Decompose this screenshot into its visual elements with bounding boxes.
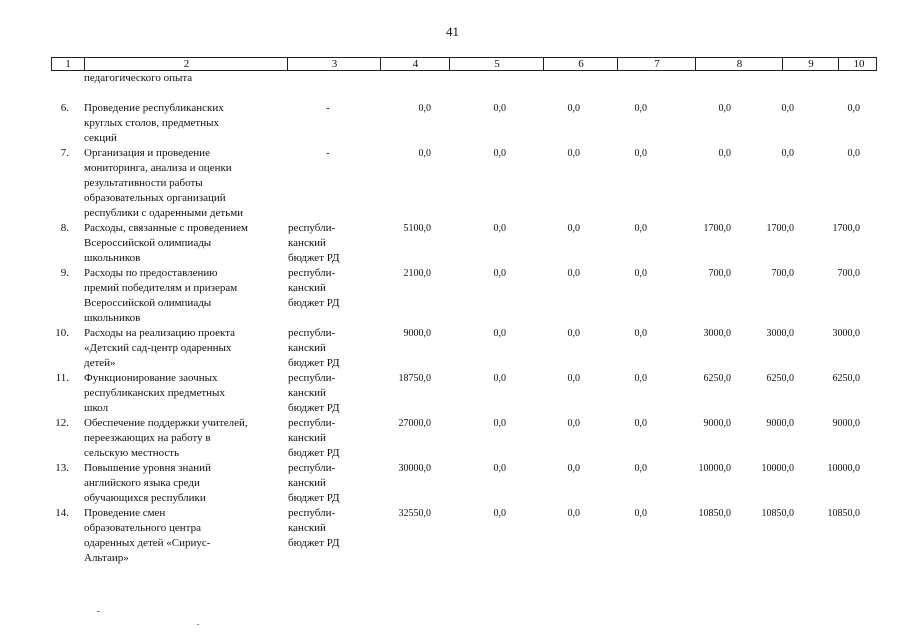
header-col-3: 3 xyxy=(287,58,381,70)
row-value-col-4: 0,0 xyxy=(418,148,431,159)
row-description: Расходы на реализацию проекта «Детский сад-центр одаренных детей» xyxy=(84,327,236,369)
row-value-col-4: 2100,0 xyxy=(403,268,431,279)
row-funding-source: республи- канский бюджет РД xyxy=(288,327,340,369)
header-col-10: 10 xyxy=(838,58,879,70)
row-value-col-5: 0,0 xyxy=(493,418,506,429)
row-value-col-5: 0,0 xyxy=(493,508,506,519)
row-value-col-8: 0,0 xyxy=(718,103,731,114)
row-value-col-4: 5100,0 xyxy=(403,223,431,234)
row-value-col-6: 0,0 xyxy=(567,373,580,384)
row-number: 7. xyxy=(60,147,69,159)
row-number: 10. xyxy=(55,327,69,339)
row-value-col-9: 10000,0 xyxy=(761,463,794,474)
row-description: Функционирование заочных республиканских предметных школ xyxy=(84,372,225,414)
row-value-col-9: 700,0 xyxy=(771,268,794,279)
row-value-col-8: 6250,0 xyxy=(703,373,731,384)
row-value-col-6: 0,0 xyxy=(567,268,580,279)
page-number: 41 xyxy=(446,24,459,39)
row-funding-source: республи- канский бюджет РД xyxy=(288,507,340,549)
row-value-col-6: 0,0 xyxy=(567,508,580,519)
row-value-col-5: 0,0 xyxy=(493,148,506,159)
row-description: Расходы, связанные с проведением Всероссийской олимпиады школьников xyxy=(84,222,248,264)
row-value-col-10: 1700,0 xyxy=(832,223,860,234)
header-col-5: 5 xyxy=(449,58,544,70)
row-value-col-9: 0,0 xyxy=(781,103,794,114)
row-value-col-10: 10850,0 xyxy=(827,508,860,519)
row-value-col-5: 0,0 xyxy=(493,328,506,339)
row-value-col-7: 0,0 xyxy=(634,103,647,114)
row-value-col-5: 0,0 xyxy=(493,268,506,279)
row-value-col-9: 3000,0 xyxy=(766,328,794,339)
row-value-col-10: 700,0 xyxy=(837,268,860,279)
row-value-col-8: 9000,0 xyxy=(703,418,731,429)
row-value-col-8: 700,0 xyxy=(708,268,731,279)
row-value-col-7: 0,0 xyxy=(634,463,647,474)
row-value-col-10: 9000,0 xyxy=(832,418,860,429)
scan-speck xyxy=(197,624,199,625)
continuation-text: педагогического опыта xyxy=(84,72,193,84)
row-value-col-5: 0,0 xyxy=(493,223,506,234)
row-description: Организация и проведение мониторинга, анализа и оценки результативности работы образовательных организаций республики с одаренными детьми xyxy=(84,147,244,219)
row-funding-source: - xyxy=(326,147,330,159)
header-col-1: 1 xyxy=(65,58,71,70)
row-description: Проведение смен образовательного центра одаренных детей «Сириус- Альтаир» xyxy=(84,507,211,564)
row-value-col-6: 0,0 xyxy=(567,223,580,234)
row-funding-source: республи- канский бюджет РД xyxy=(288,267,340,309)
row-value-col-9: 6250,0 xyxy=(766,373,794,384)
row-value-col-8: 3000,0 xyxy=(703,328,731,339)
row-value-col-5: 0,0 xyxy=(493,463,506,474)
row-value-col-7: 0,0 xyxy=(634,268,647,279)
row-value-col-10: 0,0 xyxy=(847,103,860,114)
row-description: Расходы по предоставлению премий победителям и призерам Всероссийской олимпиады школьников xyxy=(84,267,238,324)
header-col-8: 8 xyxy=(695,58,783,70)
row-value-col-8: 1700,0 xyxy=(703,223,731,234)
row-value-col-9: 10850,0 xyxy=(761,508,794,519)
table-header-row xyxy=(51,57,877,71)
row-number: 11. xyxy=(55,372,69,384)
header-col-4: 4 xyxy=(380,58,450,70)
row-number: 8. xyxy=(60,222,69,234)
row-description: Обеспечение поддержки учителей, переезжающих на работу в сельскую местность xyxy=(84,417,248,459)
row-funding-source: республи- канский бюджет РД xyxy=(288,417,340,459)
header-col-2: 2 xyxy=(84,58,288,70)
row-funding-source: республи- канский бюджет РД xyxy=(288,222,340,264)
row-value-col-6: 0,0 xyxy=(567,418,580,429)
row-value-col-7: 0,0 xyxy=(634,328,647,339)
row-value-col-7: 0,0 xyxy=(634,418,647,429)
row-description: Повышение уровня знаний английского языка среди обучающихся республики xyxy=(84,462,211,504)
row-value-col-4: 9000,0 xyxy=(403,328,431,339)
row-value-col-5: 0,0 xyxy=(493,103,506,114)
row-funding-source: республи- канский бюджет РД xyxy=(288,462,340,504)
row-value-col-8: 10850,0 xyxy=(698,508,731,519)
row-value-col-6: 0,0 xyxy=(567,463,580,474)
row-value-col-5: 0,0 xyxy=(493,373,506,384)
row-value-col-6: 0,0 xyxy=(567,103,580,114)
header-col-9: 9 xyxy=(782,58,839,70)
row-value-col-10: 6250,0 xyxy=(832,373,860,384)
row-value-col-10: 3000,0 xyxy=(832,328,860,339)
row-value-col-9: 9000,0 xyxy=(766,418,794,429)
row-value-col-6: 0,0 xyxy=(567,328,580,339)
row-value-col-8: 10000,0 xyxy=(698,463,731,474)
row-number: 14. xyxy=(55,507,69,519)
row-value-col-7: 0,0 xyxy=(634,223,647,234)
row-number: 13. xyxy=(55,462,69,474)
row-value-col-10: 10000,0 xyxy=(827,463,860,474)
row-value-col-7: 0,0 xyxy=(634,508,647,519)
row-funding-source: республи- канский бюджет РД xyxy=(288,372,340,414)
header-col-7: 7 xyxy=(617,58,696,70)
row-value-col-8: 0,0 xyxy=(718,148,731,159)
row-value-col-4: 27000,0 xyxy=(398,418,431,429)
row-number: 9. xyxy=(60,267,69,279)
row-value-col-9: 1700,0 xyxy=(766,223,794,234)
row-description: Проведение республиканских круглых столов, предметных секций xyxy=(84,102,224,144)
scan-speck xyxy=(97,611,100,612)
row-value-col-9: 0,0 xyxy=(781,148,794,159)
row-value-col-6: 0,0 xyxy=(567,148,580,159)
row-number: 6. xyxy=(60,102,69,114)
row-number: 12. xyxy=(55,417,69,429)
row-value-col-7: 0,0 xyxy=(634,373,647,384)
row-value-col-10: 0,0 xyxy=(847,148,860,159)
row-value-col-4: 30000,0 xyxy=(398,463,431,474)
row-value-col-4: 0,0 xyxy=(418,103,431,114)
row-value-col-7: 0,0 xyxy=(634,148,647,159)
row-funding-source: - xyxy=(326,102,330,114)
header-col-6: 6 xyxy=(543,58,618,70)
row-value-col-4: 32550,0 xyxy=(398,508,431,519)
row-value-col-4: 18750,0 xyxy=(398,373,431,384)
